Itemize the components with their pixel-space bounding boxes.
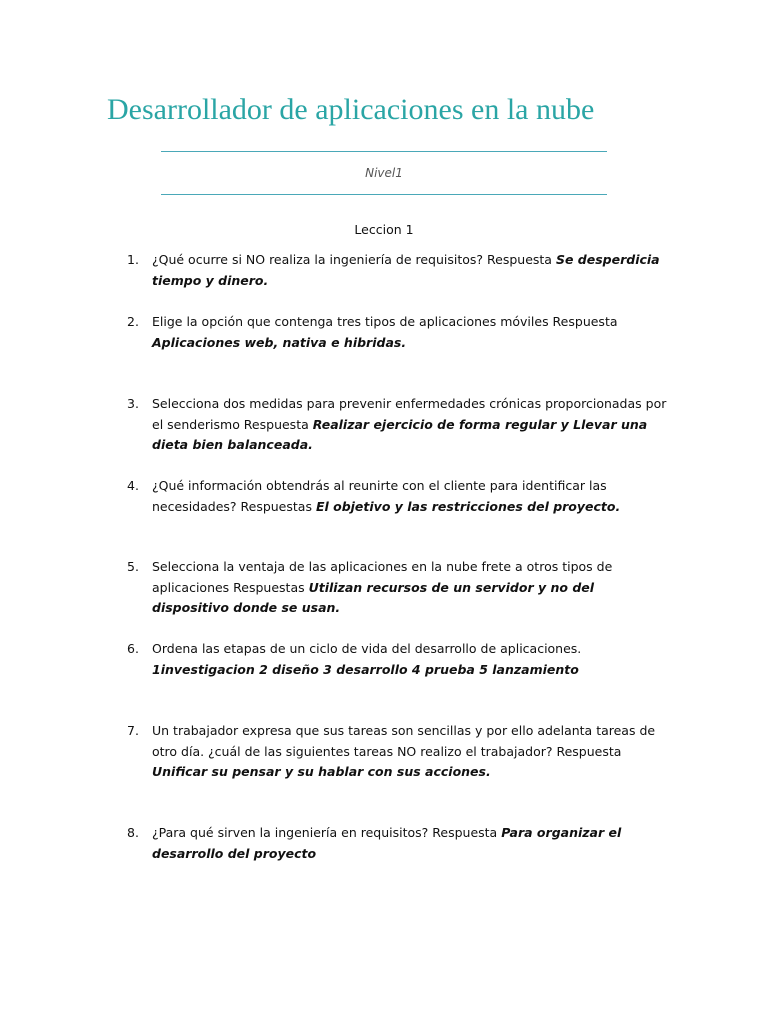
question-content: [152, 394, 667, 456]
question-content: [152, 557, 667, 619]
question-item-1: [127, 250, 667, 291]
question-item-7: [127, 721, 667, 783]
question-number: 8.: [127, 825, 139, 840]
question-number: 5.: [127, 559, 139, 574]
question-answer: Utilizan recursos de un servidor y no del dispositivo donde se usan.: [152, 579, 595, 615]
question-number: 4.: [127, 478, 139, 493]
question-content: [152, 823, 667, 864]
question-answer: Se desperdicia tiempo y dinero.: [152, 252, 660, 288]
question-number: 7.: [127, 723, 139, 738]
question-item-6: [127, 639, 667, 680]
question-answer: 1investigacion 2 diseño 3 desarrollo 4 prueba 5 lanzamiento: [152, 661, 579, 677]
question-item-5: [127, 557, 667, 619]
question-content: [152, 250, 667, 291]
question-answer: Unificar su pensar y su hablar con sus acciones.: [152, 764, 491, 779]
question-answer: Realizar ejercicio de forma regular y Llevar una dieta bien balanceada.: [152, 416, 648, 452]
question-text: Selecciona dos medidas para prevenir enfermedades crónicas proporcionadas por el senderismo Respuesta: [152, 396, 667, 432]
question-item-3: [127, 394, 667, 456]
question-number: 6.: [127, 641, 139, 656]
question-text: Un trabajador expresa que sus tareas son sencillas y por ello adelanta tareas de otro día. ¿cuál de las siguientes tareas NO realizo el trabajador? Respuesta: [152, 723, 656, 759]
document-title: Desarrollador de aplicaciones en la nube: [107, 93, 595, 126]
question-number: 1.: [127, 252, 139, 267]
question-answer: El objetivo y las restricciones del proyecto.: [315, 498, 621, 514]
lesson-heading: Leccion 1: [354, 222, 414, 237]
question-answer: Para organizar el desarrollo del proyecto: [152, 825, 622, 861]
question-text: ¿Para qué sirven la ingeniería en requisitos? Respuesta: [152, 825, 502, 840]
header-top-divider: [161, 151, 607, 152]
question-content: [152, 721, 667, 783]
question-answer: Aplicaciones web, nativa e hibridas.: [152, 334, 407, 350]
question-content: [152, 312, 667, 353]
question-text: ¿Qué información obtendrás al reunirte con el cliente para identificar las necesidades? Respuestas: [152, 478, 607, 514]
document-subtitle: Nivel1: [365, 166, 403, 180]
question-text: Ordena las etapas de un ciclo de vida del desarrollo de aplicaciones.: [152, 641, 582, 656]
question-text: Elige la opción que contenga tres tipos de aplicaciones móviles Respuesta: [152, 314, 618, 329]
question-item-2: [127, 312, 667, 353]
question-text: Selecciona la ventaja de las aplicaciones en la nube frete a otros tipos de aplicaciones Respuestas: [152, 559, 613, 595]
question-number: 3.: [127, 396, 139, 411]
question-text: ¿Qué ocurre si NO realiza la ingeniería de requisitos? Respuesta: [152, 252, 556, 267]
question-item-4: [127, 476, 667, 517]
question-item-8: [127, 823, 667, 864]
header-bottom-divider: [161, 194, 607, 195]
question-content: [152, 639, 667, 680]
question-number: 2.: [127, 314, 139, 329]
question-content: [152, 476, 667, 517]
